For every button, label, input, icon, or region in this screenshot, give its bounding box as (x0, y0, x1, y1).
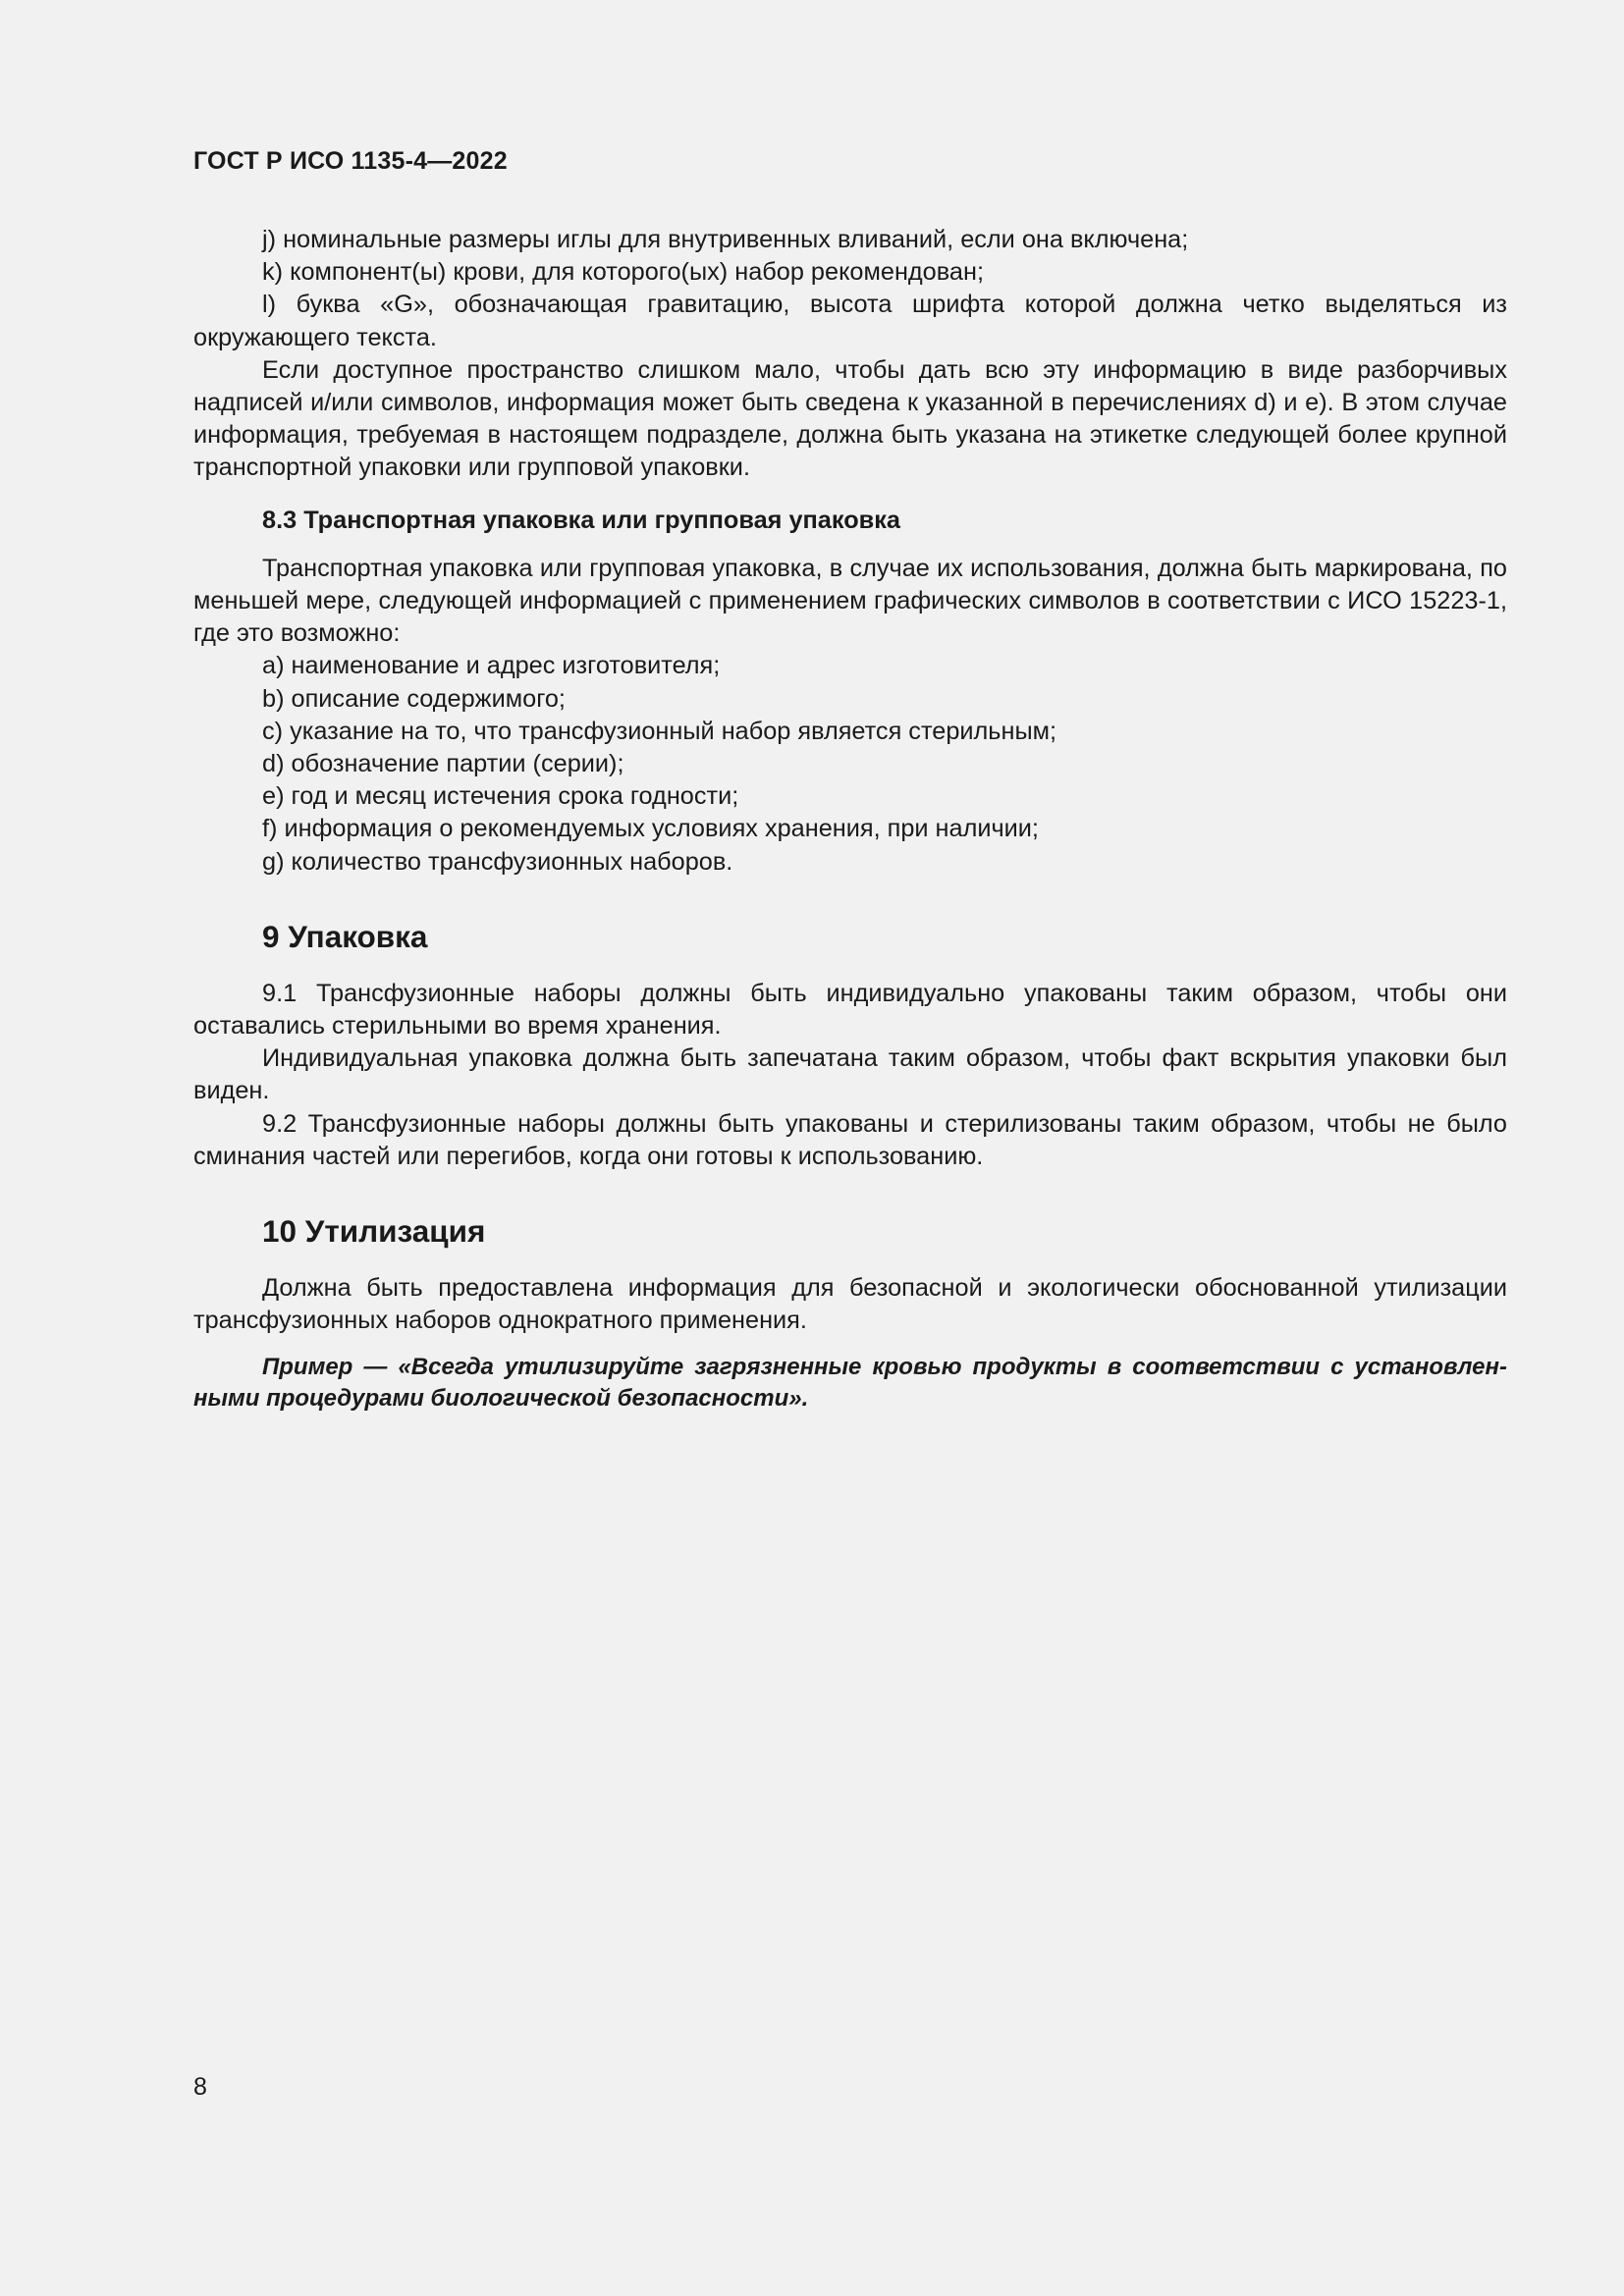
paragraph-space-limitation: Если доступное пространство слишком мало, чтобы дать всю эту информацию в виде разборчивых надписей и/или символов, информация может быть сведена к указанной в перечислениях d) и е). В этом случае информация, требуемая в настоящем подразделе, должна быть указана на этикетке следующей более крупной транспортной упаковки или групповой упаковки. (193, 355, 1507, 482)
list-item-d: d) обозначение партии (серии); (262, 750, 624, 778)
example-note: Пример — «Всегда утилизируйте загрязненные кровью продукты в соответствии с установленными процедурами биологической безопасности». (193, 1354, 1507, 1412)
document-body (193, 224, 1507, 1414)
paragraph-9-1-sealing: Индивидуальная упаковка должна быть запечатана таким образом, чтобы факт вскрытия упаковки был виден. (193, 1044, 1507, 1105)
paragraph-9-1: 9.1 Трансфузионные наборы должны быть индивидуально упакованы таким образом, чтобы они оставались стерильными во время хранения. (193, 979, 1507, 1041)
paragraph-9-2: 9.2 Трансфузионные наборы должны быть упакованы и стерилизованы таким образом, чтобы не было сминания частей или перегибов, когда они готовы к использованию. (193, 1109, 1507, 1170)
list-item-f: f) информация о рекомендуемых условиях хранения, при наличии; (262, 815, 1039, 843)
list-item-a: a) наименование и адрес изготовителя; (262, 652, 721, 680)
list-item-l: l) буква «G», обозначающая гравитацию, высота шрифта которой должна четко выделяться из окружающего текста. (193, 291, 1507, 351)
list-item-c: c) указание на то, что трансфузионный набор является стерильным; (262, 717, 1057, 745)
list-item-k: k) компонент(ы) крови, для которого(ых) набор рекомендован; (262, 258, 984, 287)
section-title-10: 10 Утилизация (262, 1213, 486, 1250)
document-code-header: ГОСТ Р ИСО 1135-4—2022 (193, 147, 508, 175)
list-item-j: j) номинальные размеры иглы для внутривенных вливаний, если она включена; (262, 226, 1189, 253)
list-item-b: b) описание содержимого; (262, 684, 566, 713)
page-number: 8 (193, 2073, 207, 2101)
document-page (193, 0, 1507, 2296)
subsection-title-8-3: 8.3 Транспортная упаковка или групповая упаковка (262, 506, 900, 534)
list-item-g: g) количество трансфузионных наборов. (262, 847, 733, 876)
section-title-9: 9 Упаковка (262, 918, 428, 954)
paragraph-10-disposal: Должна быть предоставлена информация для безопасной и экологически обоснованной утилизации трансфузионных наборов однократного применения. (193, 1274, 1507, 1335)
paragraph-transport-packaging: Транспортная упаковка или групповая упаковка, в случае их использования, должна быть маркирована, по меньшей мере, следующей информацией с применением графических символов в соответствии с ИСО 15223-1, где это возможно: (193, 554, 1507, 648)
list-item-e: e) год и месяц истечения срока годности; (262, 782, 739, 811)
